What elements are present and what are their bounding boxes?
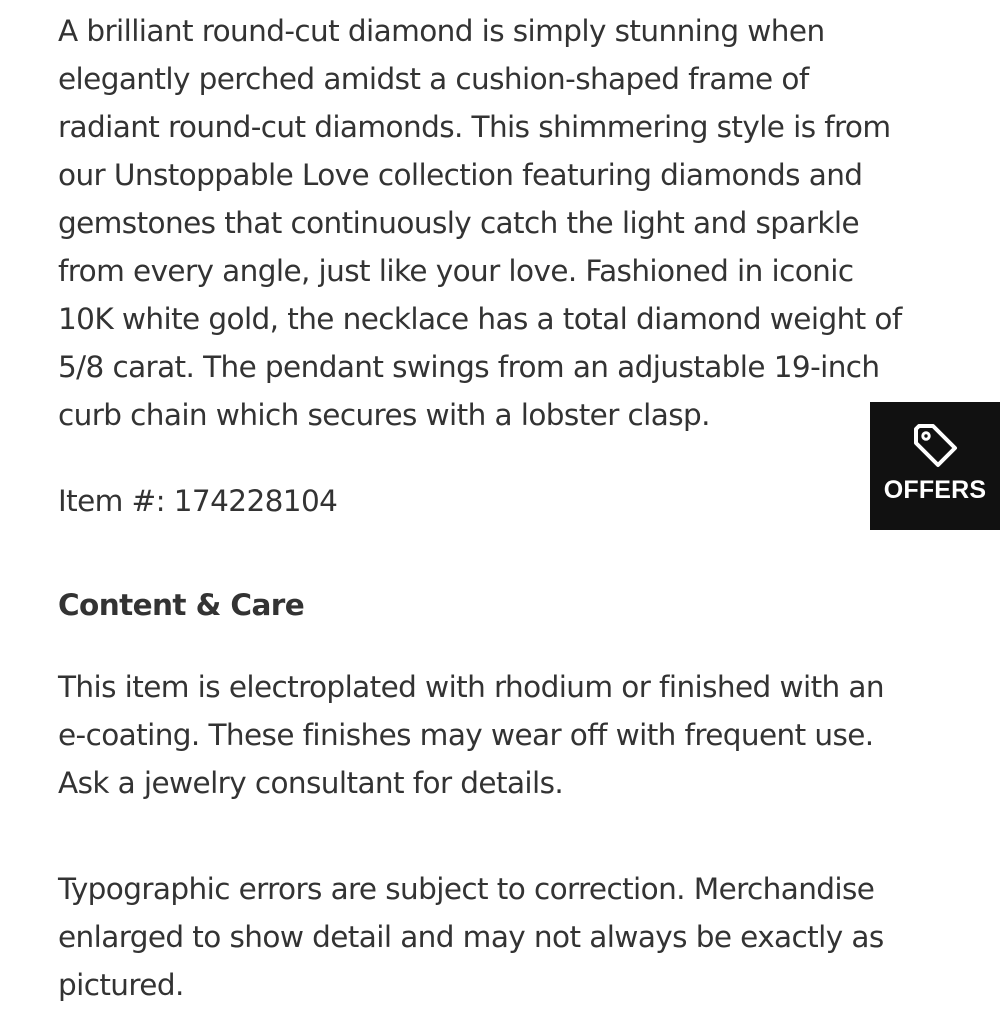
description-line: from every angle, just like your love. Fashioned in iconic [58, 254, 854, 288]
disclaimer-line: Typographic errors are subject to correction. Merchandise [58, 872, 875, 906]
product-description [58, 7, 958, 439]
care-line: e-coating. These finishes may wear off with frequent use. [58, 718, 874, 752]
content-care-text [58, 663, 884, 807]
content-care-heading: Content & Care [58, 588, 305, 622]
disclaimer-line: pictured. [58, 968, 184, 1002]
offers-label: OFFERS [883, 476, 987, 504]
description-line: 10K white gold, the necklace has a total diamond weight of [58, 302, 902, 336]
tag-icon [910, 420, 960, 470]
description-line: curb chain which secures with a lobster clasp. [58, 398, 710, 432]
care-line: This item is electroplated with rhodium or finished with an [58, 670, 884, 704]
disclaimer-text [58, 865, 884, 1009]
offers-button[interactable] [870, 402, 1000, 530]
description-line: 5/8 carat. The pendant swings from an adjustable 19-inch [58, 350, 880, 384]
description-line: elegantly perched amidst a cushion-shaped frame of [58, 62, 809, 96]
item-number: Item #: 174228104 [58, 484, 338, 518]
description-line: A brilliant round-cut diamond is simply stunning when [58, 14, 825, 48]
description-line: gemstones that continuously catch the light and sparkle [58, 206, 860, 240]
disclaimer-line: enlarged to show detail and may not always be exactly as [58, 920, 884, 954]
description-line: our Unstoppable Love collection featuring diamonds and [58, 158, 863, 192]
care-line: Ask a jewelry consultant for details. [58, 766, 564, 800]
description-line: radiant round-cut diamonds. This shimmering style is from [58, 110, 891, 144]
